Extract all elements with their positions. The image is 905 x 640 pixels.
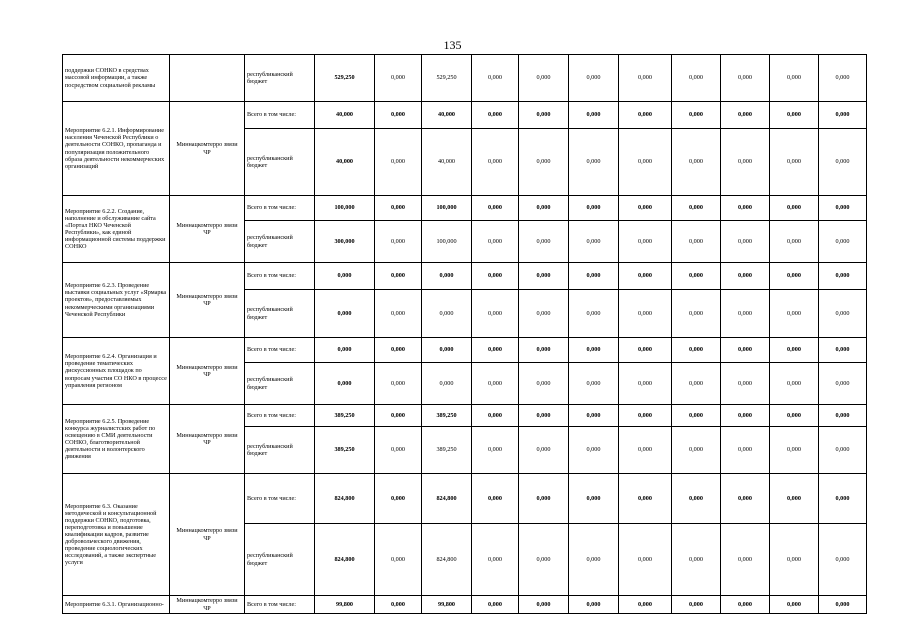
activity-cell: Мероприятие 6.2.5. Проведение конкурса журналистских работ по освещению в СМИ деятельности СОНКО, благотворительной деятельности и волонтерского движения [63,405,170,474]
amount-cell: 0,000 [375,55,422,102]
amount-cell: 0,000 [569,55,619,102]
amount-cell: 0,000 [472,102,519,129]
amount-cell: 0,000 [819,405,867,427]
amount-cell: 0,000 [569,290,619,338]
funding-source-cell: Всего в том числе: [245,102,315,129]
amount-cell: 0,000 [472,55,519,102]
table-row [63,102,883,129]
empty-cell [867,405,883,427]
amount-cell: 100,000 [422,221,472,263]
amount-cell: 0,000 [619,196,672,221]
amount-cell: 0,000 [619,221,672,263]
funding-source-cell: Всего в том числе: [245,263,315,290]
page-number: 135 [443,38,462,52]
activity-cell: поддержки СОНКО в средствах массовой информации, а также посредством социальной рекламы [63,55,170,102]
empty-cell [867,474,883,524]
amount-cell: 0,000 [375,524,422,596]
amount-cell: 0,000 [770,474,819,524]
amount-cell: 40,000 [315,102,375,129]
amount-cell: 0,000 [375,338,422,363]
amount-cell: 0,000 [770,55,819,102]
amount-cell: 0,000 [472,474,519,524]
amount-cell: 0,000 [519,263,569,290]
amount-cell: 0,000 [819,427,867,474]
amount-cell: 0,000 [519,221,569,263]
empty-cell [867,221,883,263]
amount-cell: 0,000 [619,427,672,474]
amount-cell: 0,000 [422,290,472,338]
amount-cell: 389,250 [315,427,375,474]
amount-cell: 0,000 [770,405,819,427]
amount-cell: 0,000 [819,338,867,363]
amount-cell: 0,000 [619,290,672,338]
amount-cell: 0,000 [472,263,519,290]
funding-source-cell: Всего в том числе: [245,196,315,221]
empty-cell [867,363,883,405]
empty-cell [867,55,883,102]
amount-cell: 0,000 [672,129,721,196]
amount-cell: 0,000 [672,102,721,129]
funding-source-cell: Всего в том числе: [245,474,315,524]
amount-cell: 0,000 [569,338,619,363]
amount-cell: 0,000 [721,129,770,196]
amount-cell: 0,000 [721,221,770,263]
amount-cell: 0,000 [569,427,619,474]
amount-cell: 824,800 [315,474,375,524]
table-row [63,338,883,363]
amount-cell: 0,000 [472,290,519,338]
activity-cell: Мероприятие 6.3. Оказание методической и консультационной поддержки СОНКО, подготовка, переподготовка и повышение квалификации кадров, развитие добровольческого движения, проведение социологических исследований, а также экспертные услуги [63,474,170,596]
amount-cell: 0,000 [770,427,819,474]
amount-cell: 0,000 [619,338,672,363]
amount-cell: 0,000 [672,55,721,102]
executor-cell: Миннацкомтерро звязи ЧР [170,102,245,196]
amount-cell: 0,000 [519,363,569,405]
amount-cell: 0,000 [619,474,672,524]
amount-cell: 0,000 [770,596,819,614]
amount-cell: 0,000 [519,102,569,129]
amount-cell: 0,000 [519,474,569,524]
amount-cell: 0,000 [672,427,721,474]
amount-cell: 0,000 [569,196,619,221]
activity-cell: Мероприятие 6.3.1. Организационно- [63,596,170,614]
amount-cell: 0,000 [569,474,619,524]
amount-cell: 100,000 [315,196,375,221]
amount-cell: 0,000 [315,290,375,338]
amount-cell: 389,250 [422,405,472,427]
amount-cell: 0,000 [721,363,770,405]
amount-cell: 0,000 [519,524,569,596]
amount-cell: 0,000 [472,221,519,263]
empty-cell [867,524,883,596]
amount-cell: 0,000 [569,596,619,614]
amount-cell: 0,000 [375,427,422,474]
table-row [63,196,883,221]
funding-source-cell: республиканский бюджет [245,55,315,102]
amount-cell: 0,000 [569,129,619,196]
amount-cell: 0,000 [672,338,721,363]
amount-cell: 0,000 [619,363,672,405]
amount-cell: 0,000 [569,102,619,129]
executor-cell [170,55,245,102]
amount-cell: 0,000 [375,263,422,290]
amount-cell: 0,000 [375,474,422,524]
amount-cell: 0,000 [472,427,519,474]
amount-cell: 0,000 [770,290,819,338]
amount-cell: 0,000 [672,474,721,524]
amount-cell: 0,000 [519,290,569,338]
amount-cell: 824,800 [422,474,472,524]
amount-cell: 0,000 [819,363,867,405]
amount-cell: 0,000 [519,196,569,221]
empty-cell [867,290,883,338]
empty-cell [867,263,883,290]
amount-cell: 0,000 [619,596,672,614]
amount-cell: 0,000 [569,263,619,290]
amount-cell: 0,000 [375,363,422,405]
empty-cell [867,338,883,363]
amount-cell: 0,000 [472,129,519,196]
activity-cell: Мероприятие 6.2.1. Информирование населения Чеченской Республики о деятельности СОНКО, пропаганда и популяризация положительного образа деятельности некоммерческих организаций [63,102,170,196]
amount-cell: 0,000 [672,524,721,596]
amount-cell: 0,000 [315,263,375,290]
amount-cell: 0,000 [315,363,375,405]
amount-cell: 0,000 [721,596,770,614]
amount-cell: 0,000 [375,129,422,196]
executor-cell: Миннацкомтерро звязи ЧР [170,596,245,614]
amount-cell: 0,000 [422,263,472,290]
funding-source-cell: Всего в том числе: [245,338,315,363]
amount-cell: 0,000 [619,405,672,427]
amount-cell: 0,000 [472,596,519,614]
amount-cell: 0,000 [619,524,672,596]
amount-cell: 0,000 [619,129,672,196]
amount-cell: 0,000 [472,363,519,405]
amount-cell: 0,000 [519,427,569,474]
amount-cell: 99,800 [315,596,375,614]
amount-cell: 389,250 [422,427,472,474]
executor-cell: Миннацкомтерро звязи ЧР [170,405,245,474]
funding-source-cell: Всего в том числе: [245,596,315,614]
amount-cell: 0,000 [721,427,770,474]
amount-cell: 0,000 [819,221,867,263]
amount-cell: 0,000 [721,405,770,427]
amount-cell: 300,000 [315,221,375,263]
amount-cell: 0,000 [819,196,867,221]
amount-cell: 0,000 [375,290,422,338]
executor-cell: Миннацкомтерро звязи ЧР [170,474,245,596]
amount-cell: 0,000 [375,596,422,614]
amount-cell: 0,000 [770,129,819,196]
amount-cell: 0,000 [672,405,721,427]
empty-cell [867,196,883,221]
amount-cell: 0,000 [721,290,770,338]
amount-cell: 0,000 [672,221,721,263]
amount-cell: 0,000 [569,221,619,263]
amount-cell: 0,000 [819,474,867,524]
amount-cell: 40,000 [422,102,472,129]
activity-cell: Мероприятие 6.2.3. Проведение выставки социальных услуг «Ярмарка проектов», предоставляемых некоммерческими организациями Чеченской Республики [63,263,170,338]
amount-cell: 0,000 [721,338,770,363]
activity-cell: Мероприятие 6.2.4. Организация и проведение тематических дискуссионных площадок по вопросам участия СО НКО в процессе управления регионом [63,338,170,405]
amount-cell: 0,000 [569,363,619,405]
amount-cell: 0,000 [819,524,867,596]
amount-cell: 529,250 [422,55,472,102]
amount-cell: 389,250 [315,405,375,427]
amount-cell: 0,000 [721,263,770,290]
amount-cell: 529,250 [315,55,375,102]
amount-cell: 0,000 [422,338,472,363]
amount-cell: 0,000 [672,290,721,338]
table-row [63,405,883,427]
amount-cell: 0,000 [819,129,867,196]
amount-cell: 0,000 [770,102,819,129]
amount-cell: 0,000 [519,338,569,363]
funding-source-cell: республиканский бюджет [245,290,315,338]
amount-cell: 0,000 [721,102,770,129]
amount-cell: 0,000 [672,363,721,405]
amount-cell: 0,000 [472,405,519,427]
amount-cell: 0,000 [672,196,721,221]
amount-cell: 0,000 [819,263,867,290]
funding-source-cell: Всего в том числе: [245,405,315,427]
empty-cell [867,102,883,129]
executor-cell: Миннацкомтерро звязи ЧР [170,338,245,405]
amount-cell: 0,000 [472,338,519,363]
amount-cell: 0,000 [472,196,519,221]
amount-cell: 0,000 [569,524,619,596]
amount-cell: 0,000 [770,263,819,290]
amount-cell: 0,000 [375,405,422,427]
amount-cell: 0,000 [770,338,819,363]
amount-cell: 0,000 [721,196,770,221]
amount-cell: 40,000 [315,129,375,196]
amount-cell: 0,000 [519,129,569,196]
executor-cell: Миннацкомтерро звязи ЧР [170,263,245,338]
funding-source-cell: республиканский бюджет [245,221,315,263]
amount-cell: 824,800 [422,524,472,596]
amount-cell: 0,000 [422,363,472,405]
funding-source-cell: республиканский бюджет [245,129,315,196]
funding-source-cell: республиканский бюджет [245,363,315,405]
amount-cell: 0,000 [619,263,672,290]
table-row [63,263,883,290]
empty-cell [867,129,883,196]
amount-cell: 0,000 [819,596,867,614]
amount-cell: 0,000 [519,55,569,102]
amount-cell: 0,000 [472,524,519,596]
amount-cell: 0,000 [819,55,867,102]
amount-cell: 40,000 [422,129,472,196]
amount-cell: 0,000 [519,596,569,614]
amount-cell: 0,000 [770,363,819,405]
amount-cell: 0,000 [721,474,770,524]
funding-source-cell: республиканский бюджет [245,524,315,596]
amount-cell: 0,000 [819,102,867,129]
amount-cell: 824,800 [315,524,375,596]
funding-source-cell: республиканский бюджет [245,427,315,474]
table-row [63,474,883,524]
amount-cell: 0,000 [619,55,672,102]
amount-cell: 0,000 [619,102,672,129]
amount-cell: 0,000 [672,263,721,290]
amount-cell: 0,000 [721,55,770,102]
budget-table [62,54,883,614]
amount-cell: 0,000 [519,405,569,427]
amount-cell: 0,000 [819,290,867,338]
empty-cell [867,596,883,614]
amount-cell: 0,000 [770,524,819,596]
executor-cell: Миннацкомтерро звязи ЧР [170,196,245,263]
amount-cell: 0,000 [672,596,721,614]
amount-cell: 99,800 [422,596,472,614]
amount-cell: 0,000 [375,221,422,263]
amount-cell: 0,000 [375,102,422,129]
amount-cell: 0,000 [721,524,770,596]
table-row [63,55,883,102]
table-row [63,596,883,614]
amount-cell: 0,000 [770,221,819,263]
amount-cell: 0,000 [569,405,619,427]
amount-cell: 0,000 [770,196,819,221]
activity-cell: Мероприятие 6.2.2. Создание, наполнение и обслуживание сайта «Портал НКО Чеченской Республики», как единой информационной системы поддержки СОНКО [63,196,170,263]
empty-cell [867,427,883,474]
amount-cell: 100,000 [422,196,472,221]
amount-cell: 0,000 [375,196,422,221]
amount-cell: 0,000 [315,338,375,363]
